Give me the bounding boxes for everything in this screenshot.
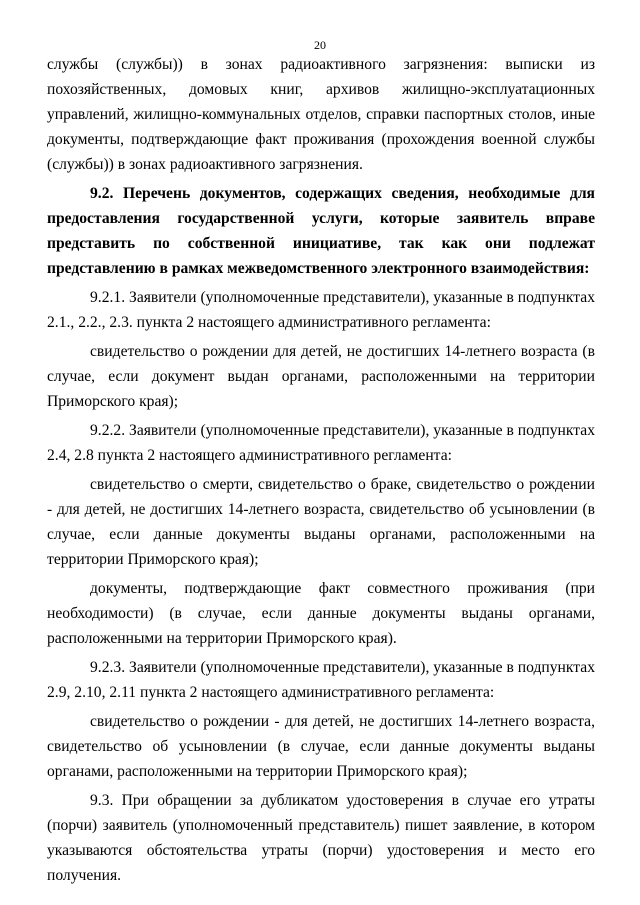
paragraph-cohabitation-documents: документы, подтверждающие факт совместного проживания (при необходимости) (в случае, если данные документы выданы органами, расположенными на территории Приморского края).: [47, 580, 595, 647]
paragraph-birth-certificate: свидетельство о рождении для детей, не достигших 14-летнего возраста (в случае, если документ выдан органами, расположенными на территории Приморского края);: [47, 343, 595, 410]
paragraph-9-2-3: 9.2.3. Заявители (уполномоченные представители), указанные в подпунктах 2.9, 2.10, 2.11 пункта 2 настоящего административного регламента:: [47, 659, 595, 701]
paragraph-continuation: службы (службы)) в зонах радиоактивного загрязнения: выписки из похозяйственных, домовых книг, архивов жилищно-эксплуатационных управлений, жилищно-коммунальных отделов, справки паспортных столов, иные документы, подтверждающие факт проживания (прохождения военной службы (службы)) в зонах радиоактивного загрязнения.: [47, 56, 595, 173]
paragraph-9-3: 9.3. При обращении за дубликатом удостоверения в случае его утраты (порчи) заявитель (уполномоченный представитель) пишет заявление, в котором указываются обстоятельства утраты (порчи) удостоверения и место его получения.: [47, 792, 595, 884]
section-heading-9-2: 9.2. Перечень документов, содержащих сведения, необходимые для предоставления государственной услуги, которые заявитель вправе представить по собственной инициативе, так как они подлежат представлению в рамках межведомственного электронного взаимодействия:: [47, 185, 595, 277]
document-body: [47, 52, 595, 888]
paragraph-9-2-2: 9.2.2. Заявители (уполномоченные представители), указанные в подпунктах 2.4, 2.8 пункта 2 настоящего административного регламента:: [47, 422, 595, 464]
paragraph-9-2-1: 9.2.1. Заявители (уполномоченные представители), указанные в подпунктах 2.1., 2.2., 2.3. пункта 2 настоящего административного регламента:: [47, 289, 595, 331]
page-number: 20: [314, 38, 326, 52]
paragraph-death-marriage-certificates: свидетельство о смерти, свидетельство о браке, свидетельство о рождении - для детей, не достигших 14-летнего возраста, свидетельство об усыновлении (в случае, если данные документы выданы органами, расположенными на территории Приморского края);: [47, 476, 595, 568]
paragraph-birth-adoption-certificates: свидетельство о рождении - для детей, не достигших 14-летнего возраста, свидетельство об усыновлении (в случае, если данные документы выданы органами, расположенными на территории Приморского края);: [47, 713, 595, 780]
